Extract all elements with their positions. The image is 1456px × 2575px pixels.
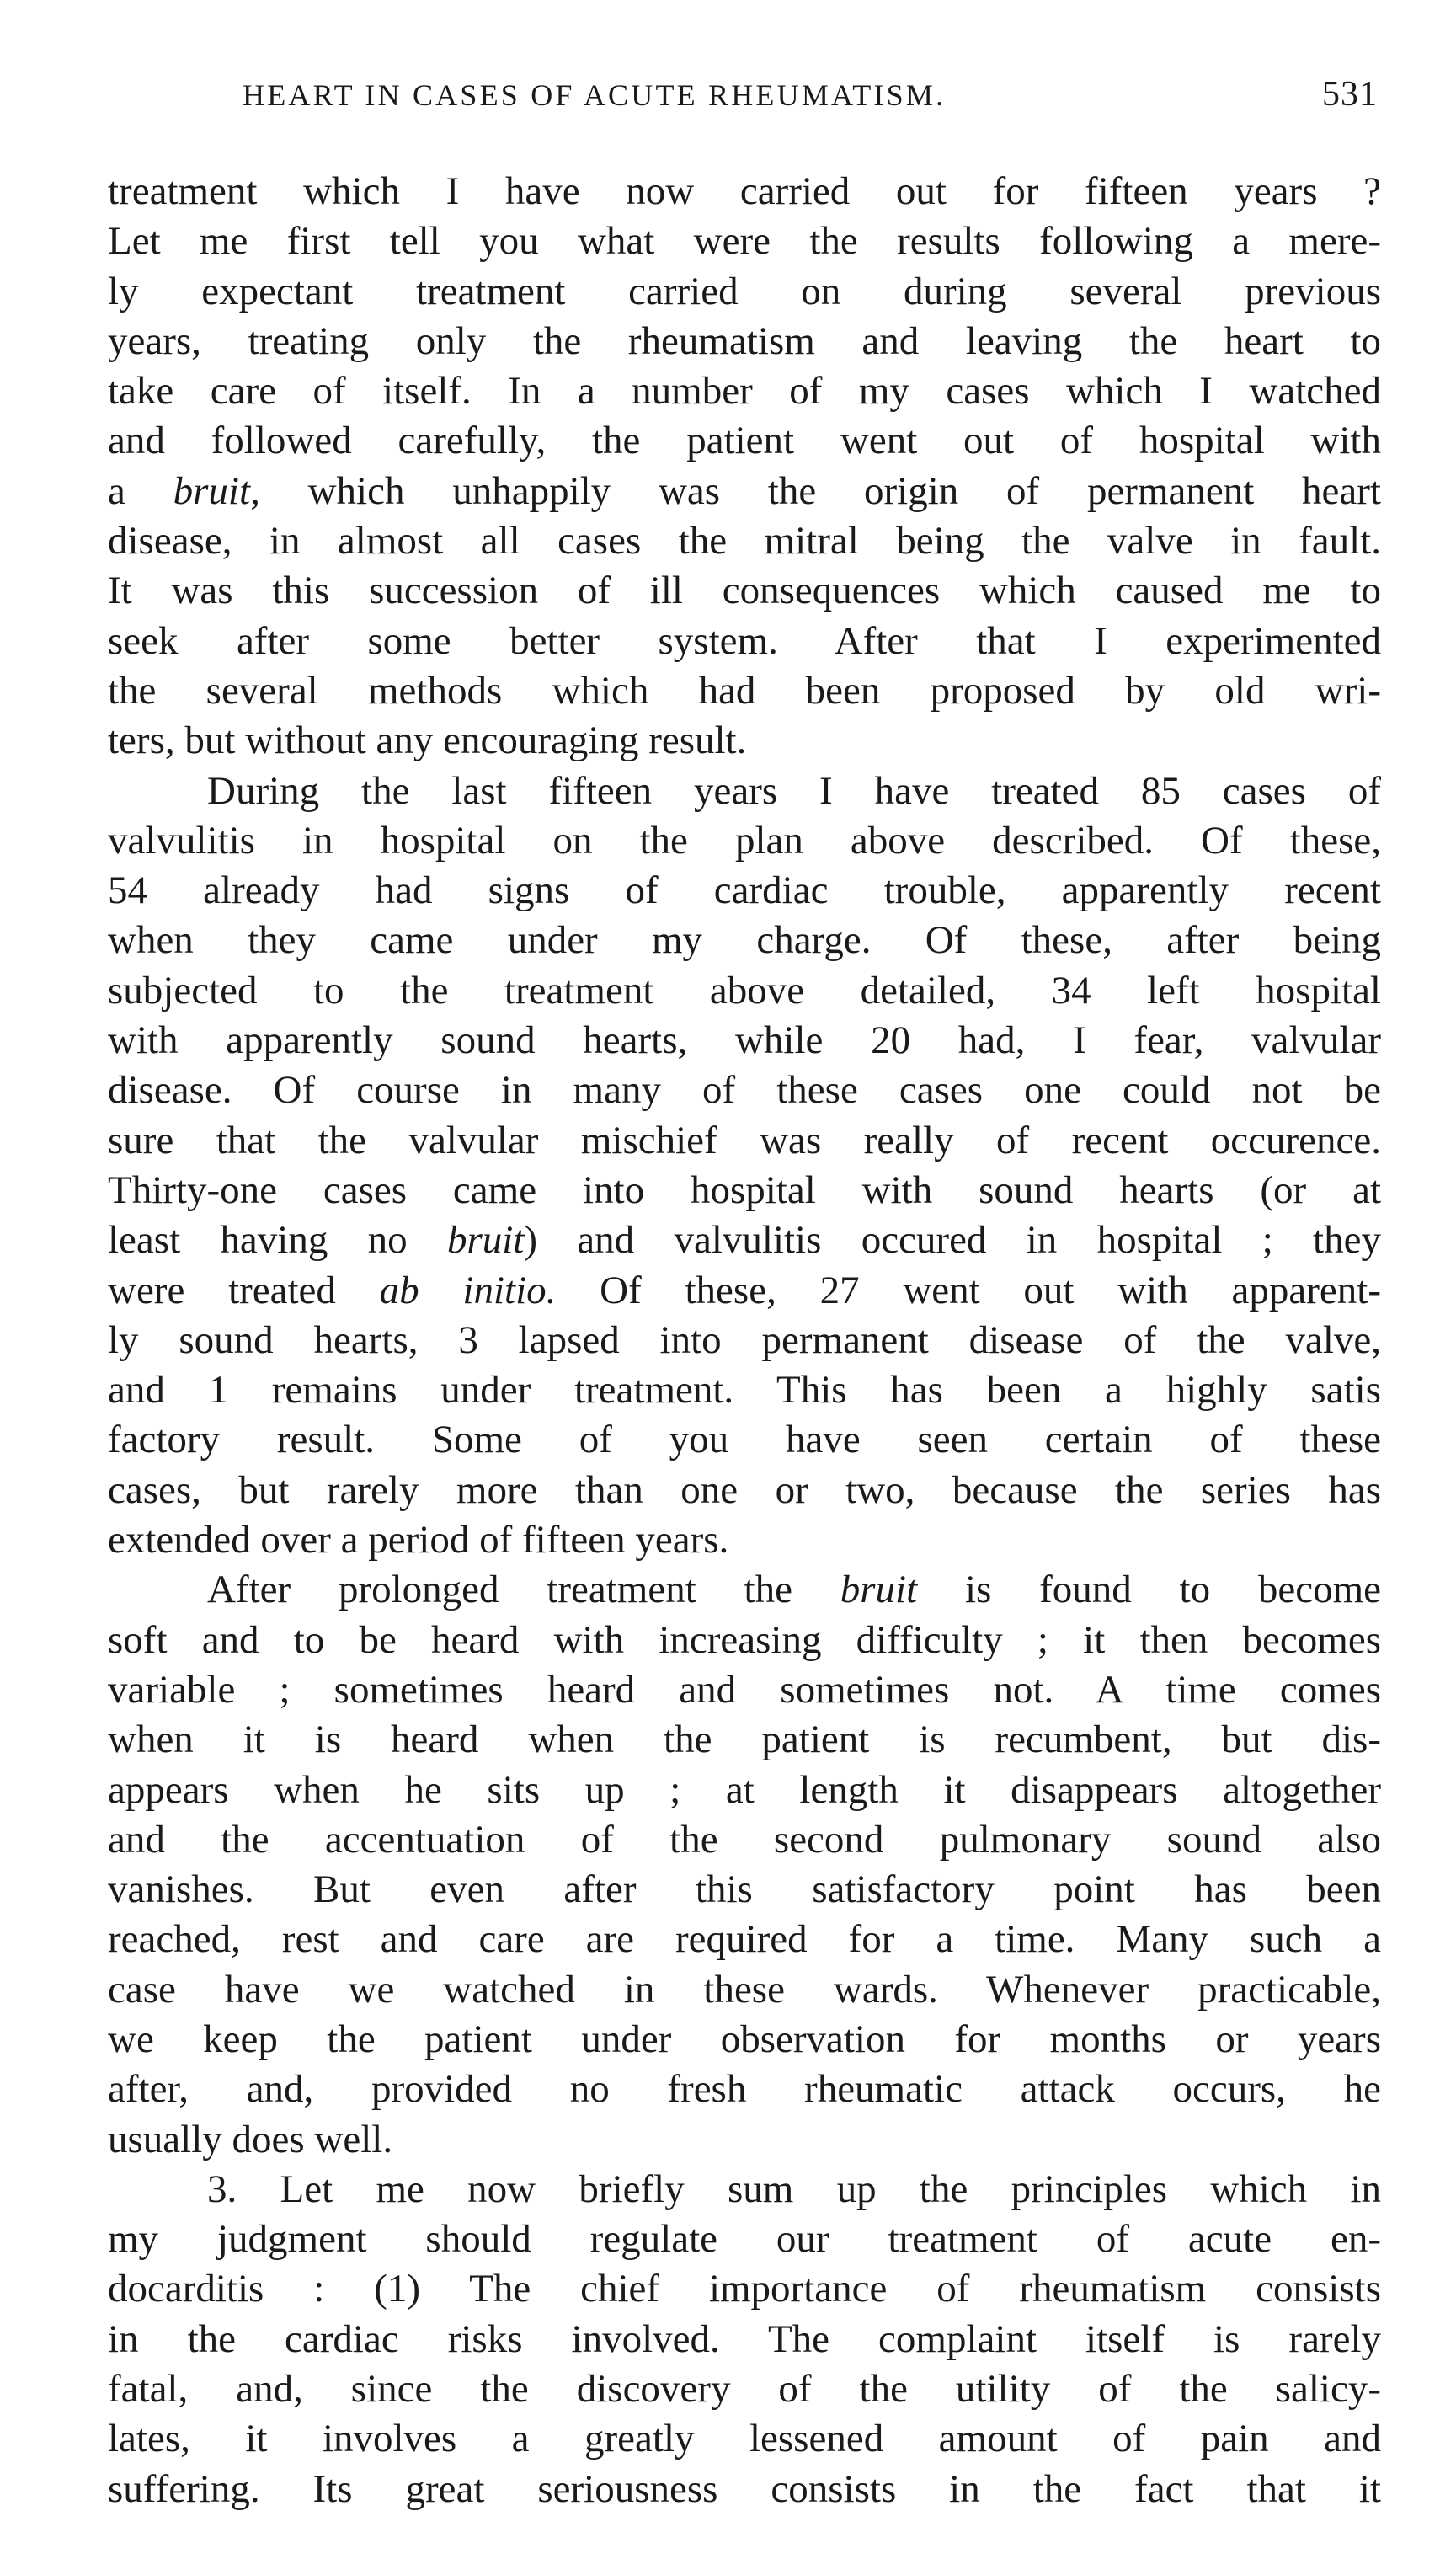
text-segment: ly expectant treatment carried on during several previous bbox=[108, 269, 1381, 313]
text-segment: cases, but rarely more than one or two, because the series has bbox=[108, 1467, 1381, 1512]
text-segment: and followed carefully, the patient went out of hospital with bbox=[108, 419, 1381, 463]
text-line bbox=[108, 566, 1381, 616]
text-line bbox=[108, 516, 1381, 566]
text-line bbox=[108, 1815, 1381, 1865]
italic-term: bruit bbox=[446, 1218, 525, 1263]
italic-term: ab initio. bbox=[379, 1268, 557, 1312]
text-line bbox=[108, 2015, 1381, 2065]
text-segment: when they came under my charge. Of these, after being bbox=[108, 918, 1381, 963]
text-segment: and 1 remains under treatment. This has been a highly satis bbox=[108, 1368, 1381, 1413]
text-segment: a bbox=[108, 468, 173, 513]
text-line bbox=[108, 1415, 1381, 1465]
text-segment: After prolonged treatment the bbox=[207, 1568, 840, 1612]
text-segment: were treated bbox=[108, 1268, 380, 1312]
text-segment: ) and valvulitis occured in hospital ; they bbox=[524, 1218, 1381, 1263]
text-line bbox=[108, 467, 1381, 516]
text-line bbox=[108, 2115, 1381, 2165]
text-segment: my judgment should regulate our treatment of acute en- bbox=[108, 2217, 1381, 2262]
text-segment: we keep the patient under observation for months or years bbox=[108, 2017, 1381, 2061]
text-segment: disease, in almost all cases the mitral being the valve in fault. bbox=[108, 519, 1381, 564]
text-line bbox=[108, 716, 1381, 766]
text-line bbox=[108, 2264, 1381, 2314]
text-segment: treatment which I have now carried out for fifteen years ? bbox=[108, 169, 1381, 213]
text-segment: Thirty-one cases came into hospital with sound hearts (or at bbox=[108, 1167, 1381, 1212]
text-line bbox=[108, 866, 1381, 916]
text-line bbox=[108, 1365, 1381, 1415]
text-segment: take care of itself. In a number of my cases which I watched bbox=[108, 369, 1381, 414]
text-segment: and the accentuation of the second pulmonary sound also bbox=[108, 1817, 1381, 1862]
text-line bbox=[108, 1016, 1381, 1066]
italic-term: bruit bbox=[840, 1568, 918, 1612]
text-segment: the several methods which had been proposed by old wri- bbox=[108, 668, 1381, 713]
text-segment: Let me first tell you what were the results following a mere- bbox=[108, 219, 1381, 264]
text-line bbox=[108, 617, 1381, 666]
text-segment: fatal, and, since the discovery of the utility of the salicy- bbox=[108, 2367, 1381, 2412]
text-line bbox=[108, 416, 1381, 466]
text-line bbox=[108, 216, 1381, 266]
text-line bbox=[108, 2065, 1381, 2114]
text-segment: least having no bbox=[108, 1218, 447, 1263]
text-line bbox=[108, 2364, 1381, 2414]
text-line bbox=[108, 1915, 1381, 1964]
text-segment: extended over a period of fifteen years. bbox=[108, 1518, 729, 1563]
text-segment: after, and, provided no fresh rheumatic attack occurs, he bbox=[108, 2067, 1381, 2112]
text-segment: subjected to the treatment above detailed, 34 left hospital bbox=[108, 968, 1381, 1012]
text-line bbox=[108, 1616, 1381, 1665]
text-segment: , which unhappily was the origin of permanent heart bbox=[250, 468, 1381, 513]
text-segment: when it is heard when the patient is recumbent, but dis- bbox=[108, 1718, 1381, 1762]
text-line bbox=[108, 767, 1381, 816]
text-line bbox=[108, 1665, 1381, 1715]
text-line bbox=[108, 1266, 1381, 1316]
text-segment: ters, but without any encouraging result. bbox=[108, 719, 747, 763]
text-line bbox=[108, 1766, 1381, 1815]
text-segment: seek after some better system. After that I experimented bbox=[108, 618, 1381, 663]
text-segment: During the last fifteen years I have treated 85 cases of bbox=[207, 768, 1381, 813]
text-line bbox=[108, 2465, 1381, 2514]
text-segment: vanishes. But even after this satisfactory point has been bbox=[108, 1867, 1381, 1912]
running-title: HEART IN CASES OF ACUTE RHEUMATISM. bbox=[243, 78, 947, 112]
text-segment: ly sound hearts, 3 lapsed into permanent disease of the valve, bbox=[108, 1317, 1381, 1362]
text-segment: Of these, 27 went out with apparent- bbox=[556, 1268, 1381, 1312]
text-line bbox=[108, 366, 1381, 416]
text-segment: docarditis : (1) The chief importance of rheumatism consists bbox=[108, 2267, 1381, 2311]
text-line bbox=[108, 1715, 1381, 1765]
text-line bbox=[108, 2165, 1381, 2214]
text-line bbox=[108, 1565, 1381, 1615]
text-line bbox=[108, 1116, 1381, 1166]
text-line bbox=[108, 317, 1381, 366]
text-line bbox=[108, 1865, 1381, 1915]
text-segment: sure that the valvular mischief was really of recent occurence. bbox=[108, 1118, 1381, 1162]
text-line bbox=[108, 2214, 1381, 2264]
text-segment: 54 already had signs of cardiac trouble, apparently recent bbox=[108, 868, 1381, 913]
text-line bbox=[108, 1965, 1381, 2015]
text-segment: 3. Let me now briefly sum up the principles which in bbox=[207, 2166, 1381, 2211]
text-segment: variable ; sometimes heard and sometimes not. A time comes bbox=[108, 1667, 1381, 1712]
text-line bbox=[108, 1215, 1381, 1265]
text-line bbox=[108, 1466, 1381, 1515]
text-line bbox=[108, 666, 1381, 716]
text-line bbox=[108, 1066, 1381, 1115]
text-segment: factory result. Some of you have seen certain of these bbox=[108, 1418, 1381, 1462]
text-line bbox=[108, 2414, 1381, 2464]
text-segment: usually does well. bbox=[108, 2117, 393, 2161]
text-segment: valvulitis in hospital on the plan above described. Of these, bbox=[108, 818, 1381, 863]
text-segment: suffering. Its great seriousness consists in the fact that it bbox=[108, 2466, 1381, 2511]
text-segment: in the cardiac risks involved. The complaint itself is rarely bbox=[108, 2316, 1381, 2361]
text-segment: reached, rest and care are required for a time. Many such a bbox=[108, 1917, 1381, 1962]
text-line bbox=[108, 966, 1381, 1016]
text-segment: lates, it involves a greatly lessened amount of pain and bbox=[108, 2417, 1381, 2461]
text-segment: case have we watched in these wards. Whenever practicable, bbox=[108, 1967, 1381, 2011]
text-line bbox=[108, 816, 1381, 866]
text-segment: years, treating only the rheumatism and leaving the heart to bbox=[108, 318, 1381, 363]
text-line bbox=[108, 916, 1381, 965]
text-segment: It was this succession of ill consequences which caused me to bbox=[108, 569, 1381, 613]
running-head bbox=[108, 77, 1388, 128]
page-number: 531 bbox=[1322, 75, 1378, 114]
text-line bbox=[108, 2315, 1381, 2364]
text-line bbox=[108, 1166, 1381, 1215]
text-segment: is found to become bbox=[917, 1568, 1381, 1612]
text-line bbox=[108, 167, 1381, 216]
text-segment: with apparently sound hearts, while 20 had, I fear, valvular bbox=[108, 1018, 1381, 1063]
text-segment: appears when he sits up ; at length it disappears altogether bbox=[108, 1767, 1381, 1812]
body-text bbox=[108, 167, 1381, 2514]
text-line bbox=[108, 267, 1381, 317]
text-segment: soft and to be heard with increasing difficulty ; it then becomes bbox=[108, 1617, 1381, 1662]
text-line bbox=[108, 1515, 1381, 1565]
text-segment: disease. Of course in many of these cases one could not be bbox=[108, 1068, 1381, 1113]
text-line bbox=[108, 1316, 1381, 1365]
italic-term: bruit bbox=[173, 468, 251, 513]
